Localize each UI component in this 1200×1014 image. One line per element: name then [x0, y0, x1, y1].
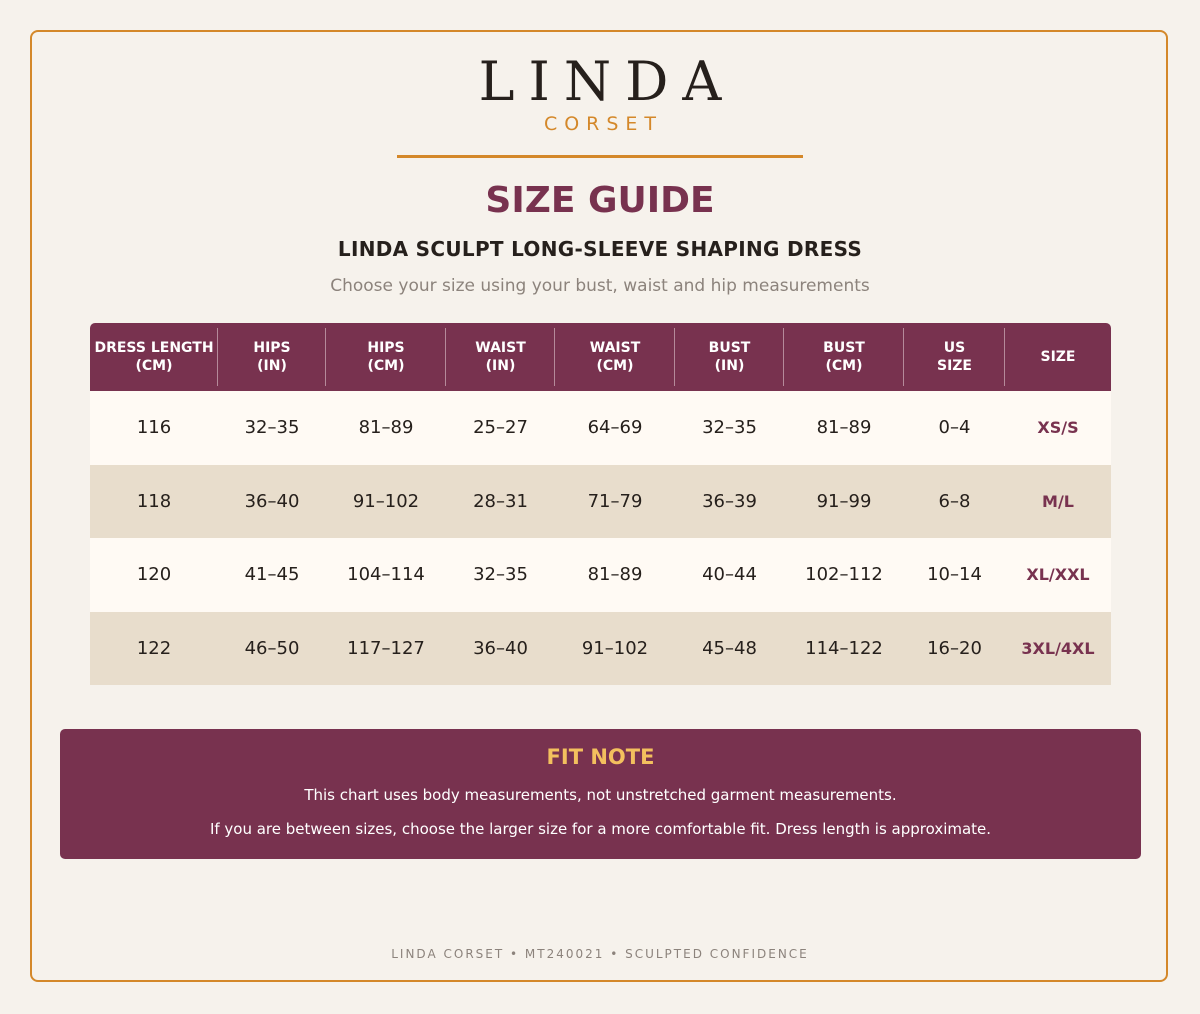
cell-size: XS/S	[1005, 391, 1111, 465]
cell-hips-cm: 117–127	[326, 612, 446, 686]
header-hips-in: HIPS (IN)	[218, 323, 326, 391]
cell-bust-in: 36–39	[675, 465, 784, 539]
cell-waist-cm: 91–102	[555, 612, 675, 686]
cell-bust-cm: 81–89	[784, 391, 904, 465]
product-name: LINDA SCULPT LONG-SLEEVE SHAPING DRESS	[337, 237, 863, 261]
header-hips-cm: HIPS (CM)	[326, 323, 446, 391]
fit-note-title: FIT NOTE	[546, 745, 655, 769]
cell-dress-length: 116	[90, 391, 218, 465]
cell-dress-length: 118	[90, 465, 218, 539]
instructions-text: Choose your size using your bust, waist and hip measurements	[330, 276, 870, 296]
cell-hips-in: 36–40	[218, 465, 326, 539]
fit-note-text: This chart uses body measurements, not unstretched garment measurements.	[304, 786, 897, 804]
table-row	[90, 612, 1111, 686]
cell-waist-in: 32–35	[446, 538, 555, 612]
cell-hips-cm: 81–89	[326, 391, 446, 465]
brand-logo: LINDA	[478, 50, 736, 113]
cell-size: XL/XXL	[1005, 538, 1111, 612]
page-title: SIZE GUIDE	[485, 180, 715, 221]
cell-bust-cm: 102–112	[784, 538, 904, 612]
cell-bust-cm: 91–99	[784, 465, 904, 539]
cell-bust-in: 45–48	[675, 612, 784, 686]
fit-note-text: If you are between sizes, choose the larger size for a more comfortable fit. Dress length is approximate.	[209, 820, 992, 838]
cell-hips-cm: 91–102	[326, 465, 446, 539]
cell-waist-cm: 71–79	[555, 465, 675, 539]
cell-us-size: 10–14	[904, 538, 1005, 612]
cell-hips-in: 46–50	[218, 612, 326, 686]
header-dress-length: DRESS LENGTH (CM)	[90, 323, 218, 391]
header-size: SIZE	[1005, 323, 1111, 391]
table-row	[90, 391, 1111, 465]
cell-dress-length: 122	[90, 612, 218, 686]
cell-size: 3XL/4XL	[1005, 612, 1111, 686]
footer-text: LINDA CORSET • MT240021 • SCULPTED CONFIDENCE	[391, 947, 809, 961]
cell-waist-in: 36–40	[446, 612, 555, 686]
cell-waist-cm: 81–89	[555, 538, 675, 612]
cell-dress-length: 120	[90, 538, 218, 612]
fit-note-panel	[60, 729, 1141, 859]
cell-waist-in: 25–27	[446, 391, 555, 465]
cell-hips-in: 32–35	[218, 391, 326, 465]
table-row	[90, 538, 1111, 612]
header-bust-in: BUST (IN)	[675, 323, 784, 391]
cell-hips-in: 41–45	[218, 538, 326, 612]
cell-us-size: 6–8	[904, 465, 1005, 539]
cell-bust-in: 32–35	[675, 391, 784, 465]
cell-bust-cm: 114–122	[784, 612, 904, 686]
table-header-row	[90, 323, 1111, 391]
header-us-size: US SIZE	[904, 323, 1005, 391]
brand-divider	[397, 155, 803, 158]
cell-bust-in: 40–44	[675, 538, 784, 612]
header-waist-in: WAIST (IN)	[446, 323, 555, 391]
cell-us-size: 0–4	[904, 391, 1005, 465]
size-table	[90, 323, 1111, 685]
brand-subname: CORSET	[543, 113, 664, 135]
header-waist-cm: WAIST (CM)	[555, 323, 675, 391]
cell-waist-cm: 64–69	[555, 391, 675, 465]
table-row	[90, 465, 1111, 539]
cell-waist-in: 28–31	[446, 465, 555, 539]
cell-hips-cm: 104–114	[326, 538, 446, 612]
cell-size: M/L	[1005, 465, 1111, 539]
cell-us-size: 16–20	[904, 612, 1005, 686]
header-bust-cm: BUST (CM)	[784, 323, 904, 391]
